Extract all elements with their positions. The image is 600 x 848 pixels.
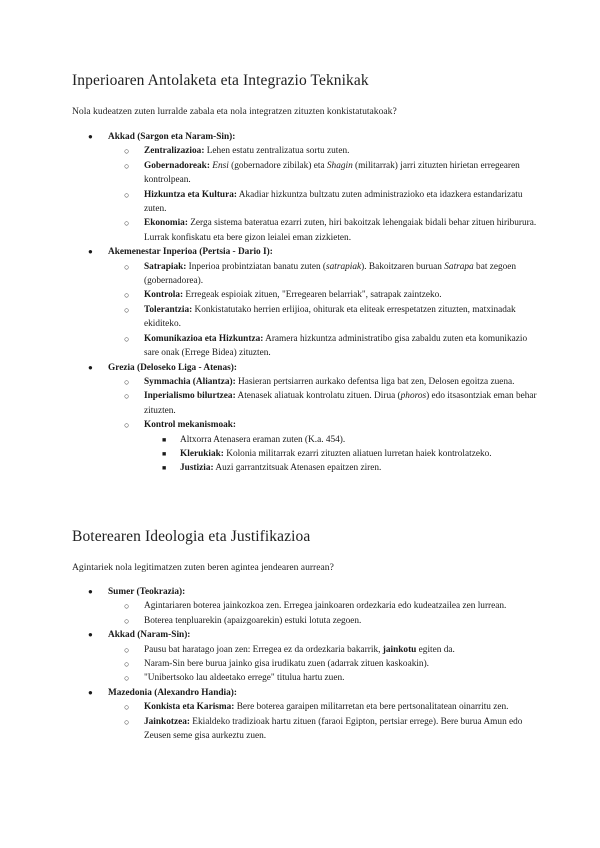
bullet-circle-icon: ○ (124, 716, 130, 727)
bullet-circle-icon: ○ (124, 702, 130, 713)
list-item-control-mechanisms: ○ Kontrol mekanismoak: ■ Altxorra Atenasera eraman zuten (K.a. 454). ■ Klerukiak: Kolonia militarrak ezarri zituzten aliatuen lurretan haiek kontrolatzeko. ■ Justizia: Auzi garrantzitsuak Atenasen epaitzen ziren. (108, 418, 542, 476)
bullet-square-icon: ■ (162, 449, 167, 458)
list-item-title: ○ "Unibertsoko lau aldeetako errege" titulua hartu zuen. (108, 671, 542, 685)
list-item-cleruchies: ■ Klerukiak: Kolonia militarrak ezarri zituzten aliatuen lurretan haiek kontrolatzeko. (144, 447, 542, 461)
bullet-disc-icon: ● (88, 687, 93, 697)
list-item-macedonia: ● Mazedonia (Alexandro Handia): ○ Konkista eta Karisma: Bere boterea garaipen militarretan eta bere pertsonalitatean oinarritu zen. ○ Jainkotzea: Ekialdeko tradizioak hartu zituen (faraoi Egipton, pertsiar errege). Bere burua Amun edo Zeusen seme gisa aurkeztu zuen. (72, 686, 542, 744)
bullet-circle-icon: ○ (124, 376, 130, 387)
bullet-circle-icon: ○ (124, 290, 130, 301)
bullet-disc-icon: ● (88, 362, 93, 372)
bullet-circle-icon: ○ (124, 160, 130, 171)
list-item-economy: ○ Ekonomia: Zerga sistema bateratua ezarri zuten, hiri bakoitzak lehengaiak bidali behar zituen hiriburura. Lurrak konfiskatu eta bere gizon leialei eman zizkieten. (124, 218, 537, 243)
bullet-circle-icon: ○ (124, 218, 130, 229)
list-item-justice: ■ Justizia: Auzi garrantzitsuak Atenasen epaitzen ziren. (144, 461, 542, 475)
bullet-circle-icon: ○ (124, 333, 130, 344)
list-item-treasury: ■ Altxorra Atenasera eraman zuten (K.a. 454). (144, 433, 542, 447)
bullet-circle-icon: ○ (124, 615, 130, 626)
list-item-symmachia: ○ Symmachia (Aliantza): Hasieran pertsiarren aurkako defentsa liga bat zen, Delosen egoitza zuena. (108, 375, 542, 389)
organization-list (72, 130, 542, 476)
list-item-control: ○ Kontrola: Erregeak espioiak zituen, "Erregearen belarriak", satrapak zaintzeko. (108, 288, 542, 302)
section-question-organization: Nola kudeatzen zuten lurralde zabala eta nola integratzen zituzten konkistatutakoak? (72, 106, 397, 117)
bullet-circle-icon: ○ (124, 146, 130, 157)
bullet-circle-icon: ○ (124, 391, 130, 402)
list-item-greece: ● Grezia (Deloseko Liga - Atenas): ○ Symmachia (Aliantza): Hasieran pertsiarren aurkako defentsa liga bat zen, Delosen egoitza zuena. ○ Inperialismo bilurtzea: Atenasek aliatuak kontrolatu zituen. Dirua (phoros) edo itsasontziak eman behar zituzten. ○ Kontrol mekanismoak: ■ Altxorra Atenasera eraman zuten (K.a. 454). ■ Klerukiak: Kolonia militarrak ezarri zituzten aliatuen lurretan haiek kontrolatzeko. ■ Justizia: Auzi garrantzitsuak Atenasen epaitzen ziren. (72, 361, 542, 476)
bullet-circle-icon: ○ (124, 261, 130, 272)
list-item-imperialism: ○ Inperialismo bilurtzea: Atenasek aliatuak kontrolatu zituen. Dirua (phoros) edo itsasontziak eman behar zituzten. (124, 391, 537, 416)
list-item-deification-alexander: ○ Jainkotzea: Ekialdeko tradizioak hartu zituen (faraoi Egipton, pertsiar errege). Bere burua Amun edo Zeusen seme gisa aurkeztu zuen. (124, 716, 523, 742)
list-item-deification: ○ Pausu bat haratago joan zen: Erregea ez da ordezkaria bakarrik, jainkotu egiten da. (108, 643, 542, 657)
section-question-ideology: Agintariek nola legitimatzen zuten beren agintea jendearen aurrean? (72, 562, 334, 573)
bullet-circle-icon: ○ (124, 659, 130, 670)
bullet-disc-icon: ● (88, 247, 93, 257)
bullet-circle-icon: ○ (124, 601, 130, 612)
ideology-list (72, 585, 542, 743)
list-item-conquest-charisma: ○ Konkista eta Karisma: Bere boterea garaipen militarretan eta bere pertsonalitatean oinarritu zen. (108, 700, 542, 714)
list-item-akkad-naram-sin: ● Akkad (Naram-Sin): ○ Pausu bat haratago joan zen: Erregea ez da ordezkaria bakarrik, jainkotu egiten da. ○ Naram-Sin bere burua jainko gisa irudikatu zuen (adarrak zituen kaskoakin). ○ "Unibertsoko lau aldeetako errege" titulua hartu zuen. (72, 628, 542, 686)
list-item-language-culture: ○ Hizkuntza eta Kultura: Akadiar hizkuntza bultzatu zuten administrazioko eta idazkera estandarizatu zuten. (124, 189, 523, 215)
list-item-persia: ● Akemenestar Inperioa (Pertsia - Dario I): ○ Satrapiak: Inperioa probintziatan banatu zuten (satrapiak). Bakoitzaren buruan Satrapa bat zegoen (gobernadorea). ○ Kontrola: Erregeak espioiak zituen, "Erregearen belarriak", satrapak zaintzeko. ○ Tolerantzia: Konkistatutako herrien erlijioa, ohiturak eta eliteak errespetatzen zituzten, matxinadak ekiditeko. ○ Komunikazioa eta Hizkuntza: Aramera hizkuntza administratibo gisa zabaldu zuten eta komunikazio sare onak (Errege Bidea) zituzten. (72, 245, 542, 360)
list-item-satrapies: ○ Satrapiak: Inperioa probintziatan banatu zuten (satrapiak). Bakoitzaren buruan Satrapa bat zegoen (gobernadorea). (124, 261, 517, 287)
bullet-disc-icon: ● (88, 132, 93, 141)
bullet-circle-icon: ○ (124, 420, 130, 431)
bullet-square-icon: ■ (162, 435, 167, 444)
bullet-disc-icon: ● (88, 630, 93, 640)
list-item-tolerance: ○ Tolerantzia: Konkistatutako herrien erlijioa, ohiturak eta eliteak errespetatzen zituzten, matxinadak ekiditeko. (124, 304, 516, 330)
list-item-governors: ○ Gobernadoreak: Ensi (gobernadore zibilak) eta Shagin (militarrak) jarri zituzten hirietan erregearen kontrolpean. (124, 160, 520, 186)
section-title-organization: Inperioaren Antolaketa eta Integrazio Teknikak (72, 72, 369, 89)
list-item-temple: ○ Boterea tenpluarekin (apaizgoarekin) estuki lotuta zegoen. (108, 614, 542, 628)
list-item-akkad: ● Akkad (Sargon eta Naram-Sin): ○ Zentralizazioa: Lehen estatu zentralizatua sortu zuten. ○ Gobernadoreak: Ensi (gobernadore zibilak) eta Shagin (militarrak) jarri zituzten hirietan erregearen kontrolpean. ○ Hizkuntza eta Kultura: Akadiar hizkuntza bultzatu zuten administrazioko eta idazkera estandarizatu zuten. ○ Ekonomia: Zerga sistema bateratua ezarri zuten, hiri bakoitzak lehengaiak bidali behar zituen hiriburura. Lurrak konfiskatu eta bere gizon leialei eman zizkieten. (72, 130, 542, 245)
list-item-sumer: ● Sumer (Teokrazia): ○ Agintariaren boterea jainkozkoa zen. Erregea jainkoaren ordezkaria edo kudeatzailea zen lurrean. ○ Boterea tenpluarekin (apaizgoarekin) estuki lotuta zegoen. (72, 585, 542, 628)
list-item-divine-power: ○ Agintariaren boterea jainkozkoa zen. Erregea jainkoaren ordezkaria edo kudeatzailea zen lurrean. (108, 599, 542, 613)
bullet-square-icon: ■ (162, 464, 167, 473)
list-item-god-image: ○ Naram-Sin bere burua jainko gisa irudikatu zuen (adarrak zituen kaskoakin). (108, 657, 542, 671)
bullet-circle-icon: ○ (124, 189, 130, 200)
bullet-circle-icon: ○ (124, 644, 130, 655)
section-title-ideology: Boterearen Ideologia eta Justifikazioa (72, 528, 311, 545)
bullet-circle-icon: ○ (124, 304, 130, 315)
list-item-centralization: ○ Zentralizazioa: Lehen estatu zentralizatua sortu zuten. (108, 144, 542, 158)
bullet-disc-icon: ● (88, 587, 93, 596)
bullet-circle-icon: ○ (124, 673, 130, 684)
list-item-communication: ○ Komunikazioa eta Hizkuntza: Aramera hizkuntza administratibo gisa zabaldu zuten eta komunikazio sare onak (Errege Bidea) zituzten. (124, 333, 528, 359)
